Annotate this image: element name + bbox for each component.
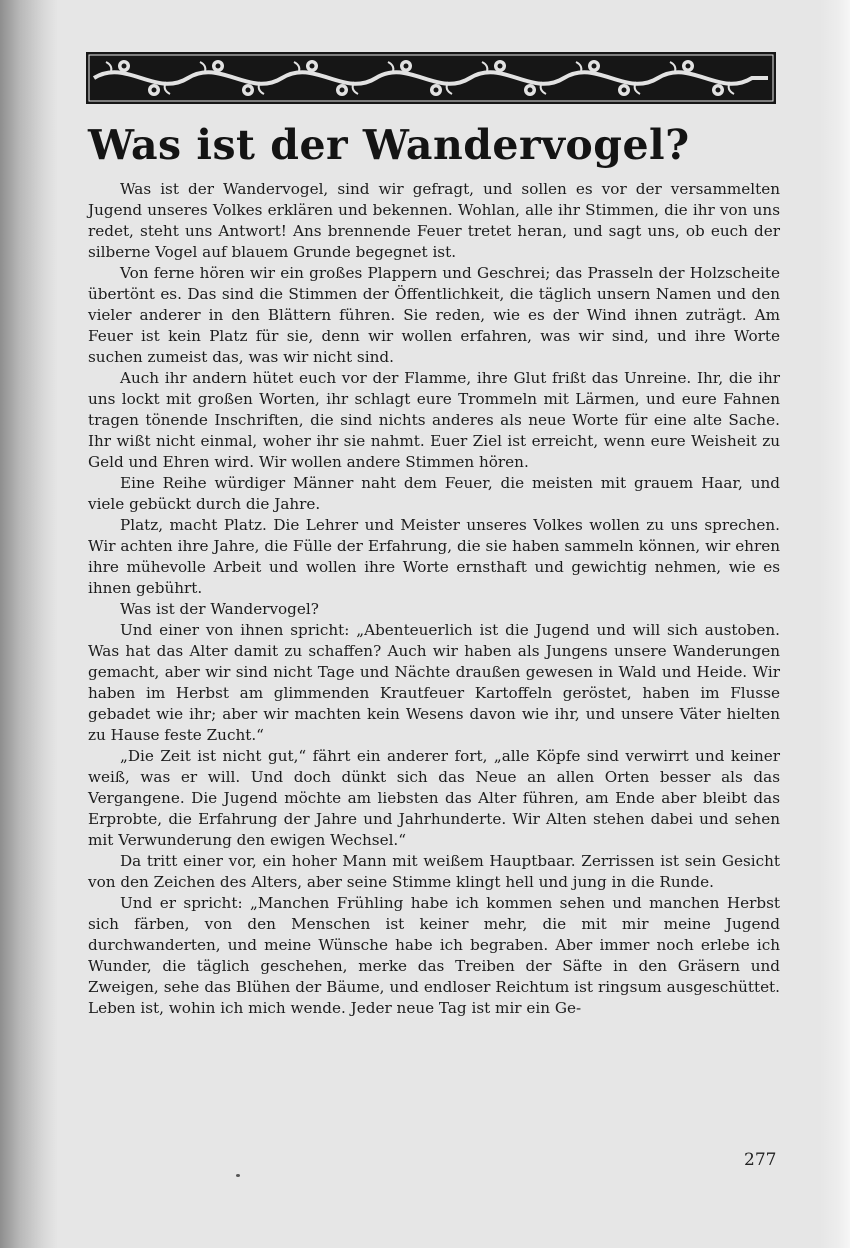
paragraph: Was ist der Wandervogel, sind wir gefragt, und sollen es vor der versammelten Jugend unseres Volkes erklären und bekennen. Wohlan, alle ihr Stimmen, die ihr von uns redet, steht uns Antwort! Ans brennende Feuer tretet heran, und sagt uns, ob euch der silberne Vogel auf blauem Grunde begegnet ist. [88,180,780,261]
page-edge [820,0,850,1248]
paragraph: Platz, macht Platz. Die Lehrer und Meister unseres Volkes wollen zu uns sprechen. Wir achten ihre Jahre, die Fülle der Erfahrung, die sie haben sammeln können, wir ehren ihre mühevolle Arbeit und wollen ihre Worte ernsthaft und gewichtig nehmen, wie es ihnen gebührt. [88,516,780,597]
paragraph: Eine Reihe würdiger Männer naht dem Feuer, die meisten mit grauem Haar, und viele gebückt durch die Jahre. [88,474,780,513]
print-speck [236,1174,240,1177]
paragraph: Von ferne hören wir ein großes Plappern und Geschrei; das Prasseln der Holzscheite übertönt es. Das sind die Stimmen der Öffentlichkeit, die täglich unsern Namen und den vieler anderer in den Blättern führen. Sie reden, wie es der Wind ihnen zuträgt. Am Feuer ist kein Platz für sie, denn wir wollen erfahren, was wir sind, und ihre Worte suchen zumeist das, was wir nicht sind. [88,264,780,366]
decorative-vine-border [86,52,776,104]
paragraph: Was ist der Wandervogel? [120,600,319,618]
paragraph: Und er spricht: „Manchen Frühling habe ich kommen sehen und manchen Herbst sich färben, von den Menschen ist keiner mehr, die mit mir meine Jugend durchwanderten, und meine Wünsche habe ich begraben. Aber immer noch erlebe ich Wunder, die täglich geschehen, merke das Treiben der Säfte in den Gräsern und Zweigen, sehe das Blühen der Bäume, und endloser Reichtum ist ringsum ausgeschüttet. Leben ist, wohin ich mich wende. Jeder neue Tag ist mir ein Ge- [88,894,780,1017]
paragraph: Auch ihr andern hütet euch vor der Flamme, ihre Glut frißt das Unreine. Ihr, die ihr uns lockt mit großen Worten, ihr schlagt eure Trommeln mit Lärmen, und eure Fahnen tragen tönende Inschriften, die sind nichts anderes als neue Worte für eine alte Sache. Ihr wißt nicht einmal, woher ihr sie nahmt. Euer Ziel ist erreicht, wenn eure Weisheit zu Geld und Ehren wird. Wir wollen andere Stimmen hören. [88,369,780,471]
page-gutter-shadow [0,0,58,1248]
page-number: 277 [744,1150,777,1170]
paragraph: „Die Zeit ist nicht gut,“ fährt ein anderer fort, „alle Köpfe sind verwirrt und keiner weiß, was er will. Und doch dünkt sich das Neue an allen Orten besser als das Vergangene. Die Jugend möchte am liebsten das Alter führen, am Ende aber bleibt das Erprobte, die Erfahrung der Jahre und Jahrhunderte. Wir Alten stehen dabei und sehen mit Verwunderung den ewigen Wechsel.“ [88,747,780,849]
paragraph: Da tritt einer vor, ein hoher Mann mit weißem Hauptbaar. Zerrissen ist sein Gesicht von den Zeichen des Alters, aber seine Stimme klingt hell und jung in die Runde. [88,852,780,891]
paragraph: Und einer von ihnen spricht: „Abenteuerlich ist die Jugend und will sich austoben. Was hat das Alter damit zu schaffen? Auch wir haben als Jungens unsere Wanderungen gemacht, aber wir sind nicht Tage und Nächte draußen gewesen in Wald und Heide. Wir haben im Herbst am glimmenden Krautfeuer Kartoffeln geröstet, haben im Flusse gebadet wie ihr; aber wir machten kein Wesens davon wie ihr, und unsere Väter hielten zu Hause feste Zucht.“ [88,621,780,744]
article-title: Was ist der Wandervogel? [88,121,690,169]
article-body [88,179,780,1019]
